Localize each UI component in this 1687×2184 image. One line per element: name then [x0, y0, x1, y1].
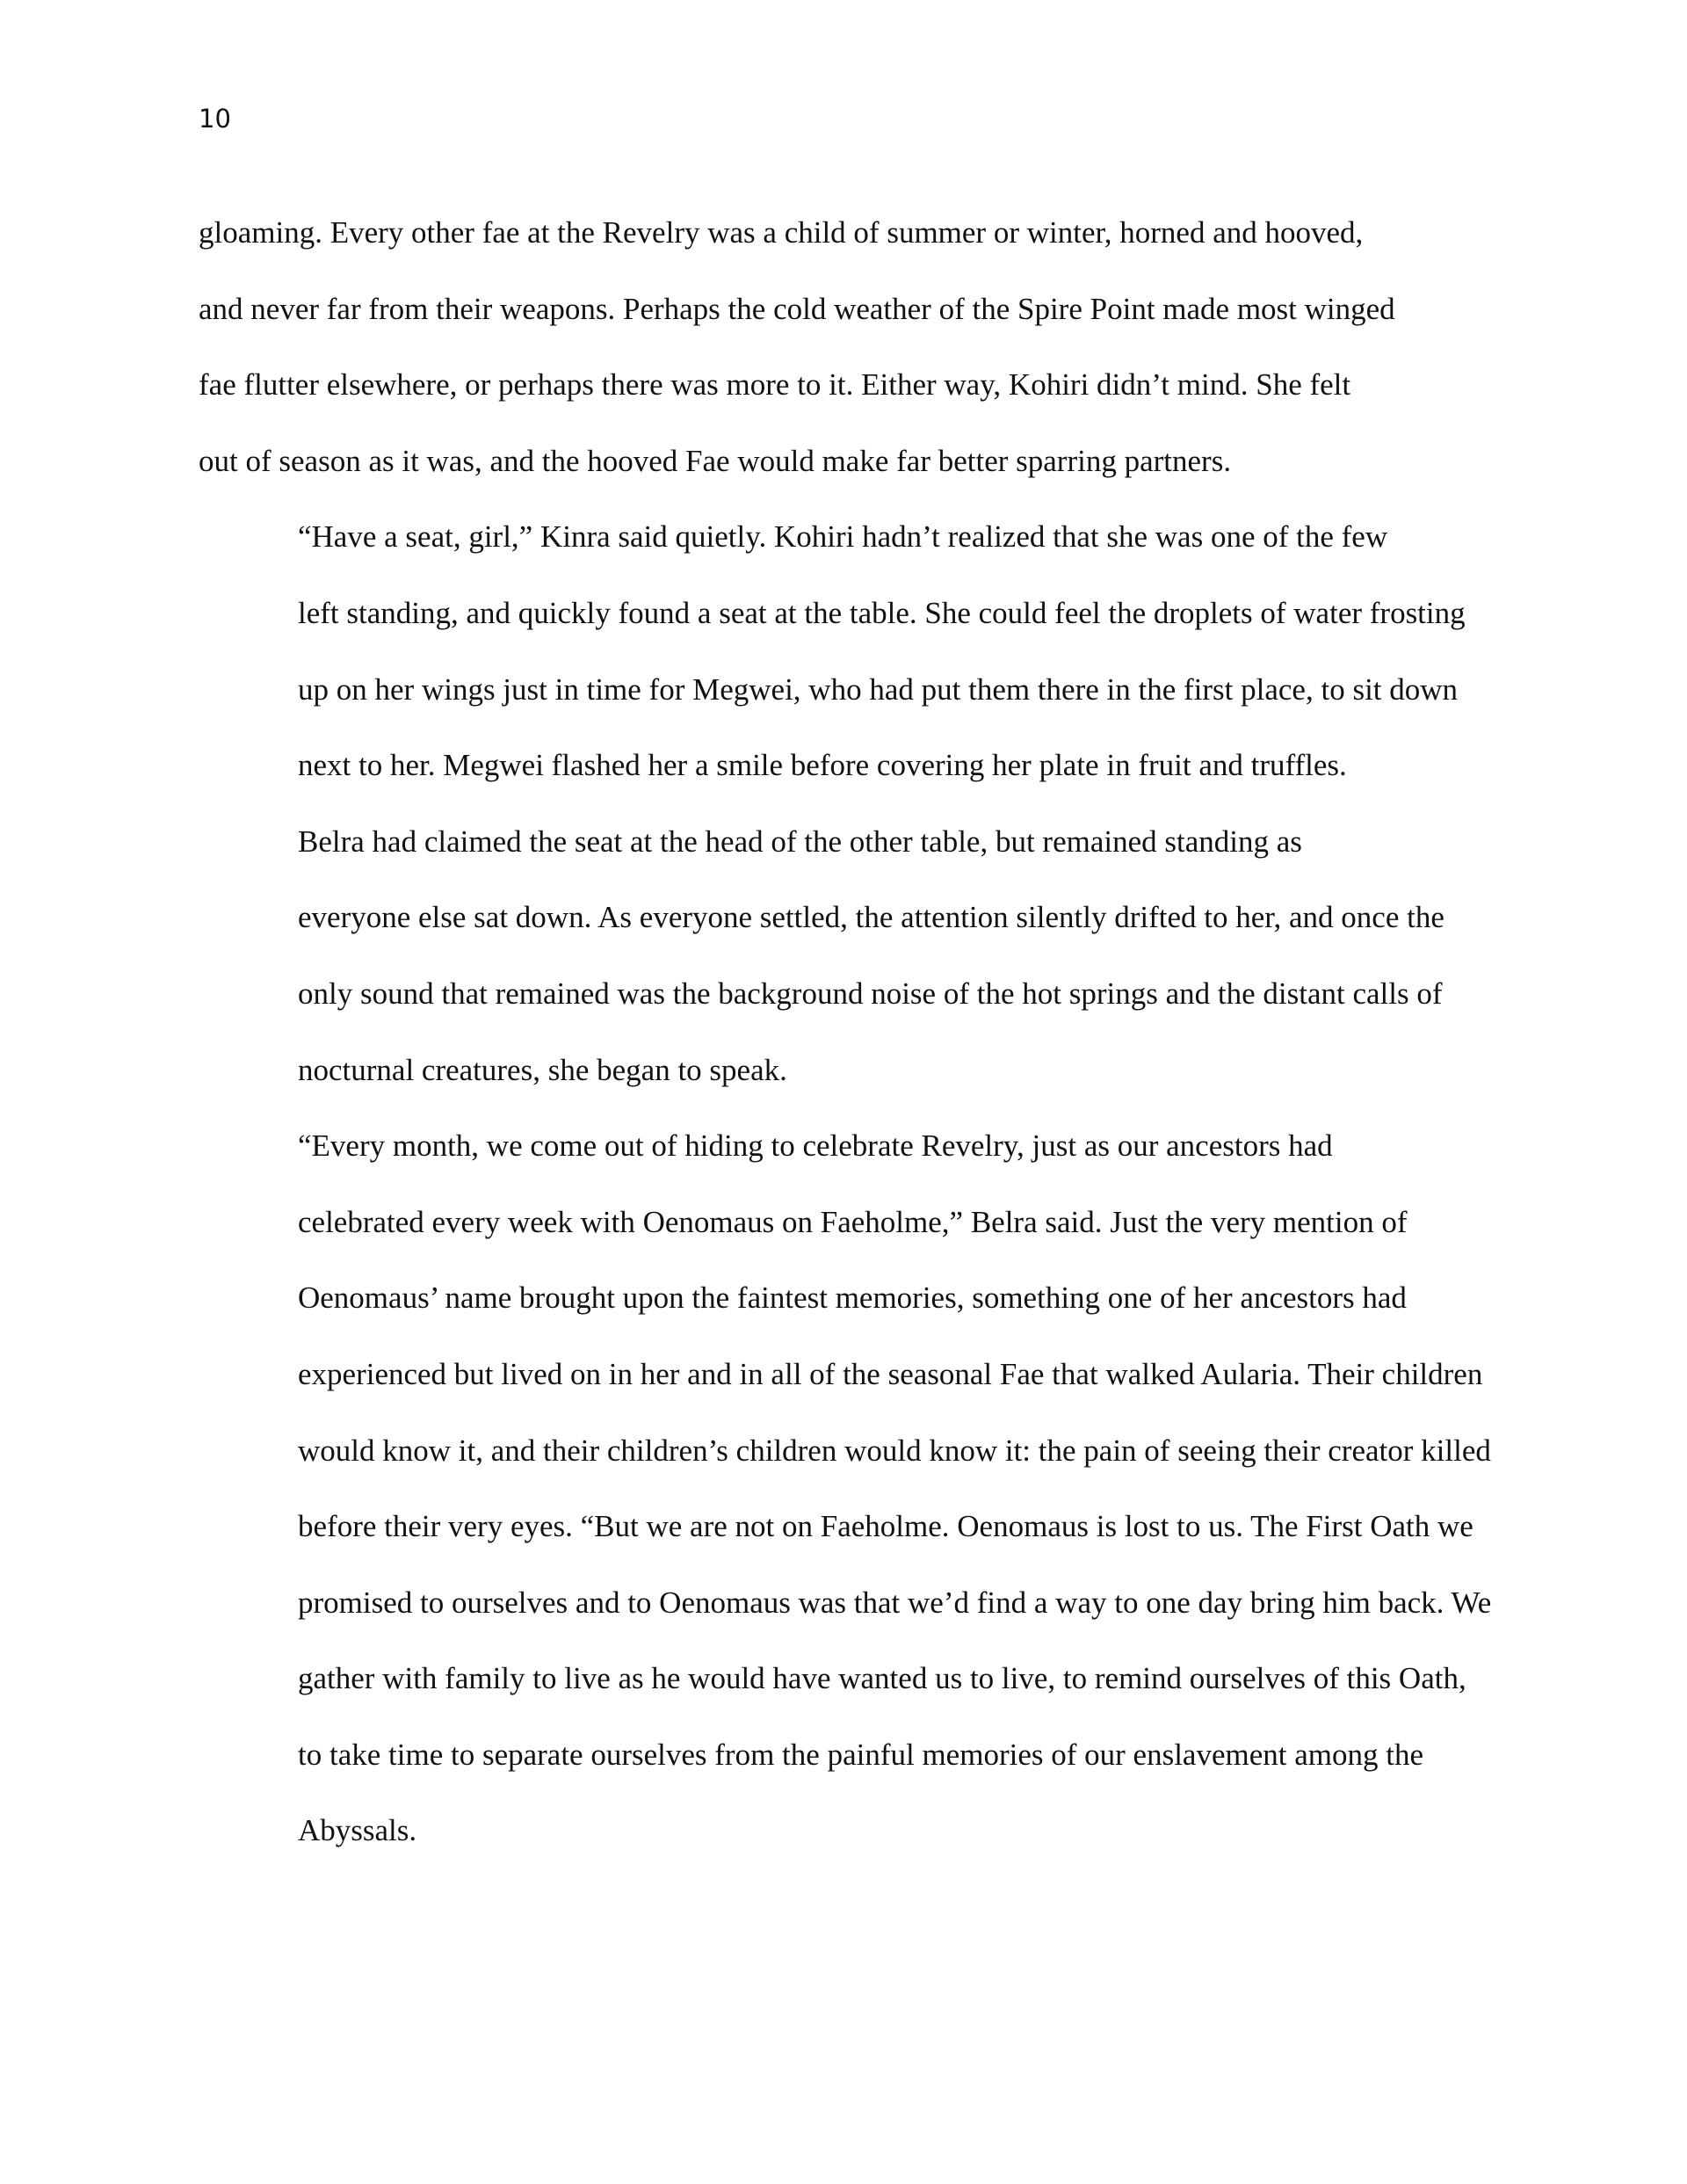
text-line: promised to ourselves and to Oenomaus was that we’d find a way to one day bring him back. We [298, 1585, 1492, 1620]
text-line: experienced but lived on in her and in all of the seasonal Fae that walked Aularia. Their children [298, 1356, 1483, 1391]
paragraph-2 [199, 499, 1495, 803]
text-line: gather with family to live as he would have wanted us to live, to remind ourselves of this Oath, [298, 1661, 1466, 1696]
paragraph-3 [199, 804, 1495, 1108]
text-line: fae flutter elsewhere, or perhaps there was more to it. Either way, Kohiri didn’t mind. She felt [199, 367, 1351, 403]
text-line: next to her. Megwei flashed her a smile before covering her plate in fruit and truffles. [298, 748, 1347, 783]
body-text [199, 195, 1495, 1869]
text-line: “Every month, we come out of hiding to celebrate Revelry, just as our ancestors had [298, 1128, 1333, 1164]
text-line: before their very eyes. “But we are not on Faeholme. Oenomaus is lost to us. The First Oath we [298, 1509, 1473, 1544]
text-line: only sound that remained was the background noise of the hot springs and the distant calls of [298, 976, 1443, 1011]
text-line: nocturnal creatures, she began to speak. [298, 1052, 787, 1087]
text-line: everyone else sat down. As everyone settled, the attention silently drifted to her, and once the [298, 900, 1444, 935]
paragraph-4 [199, 1108, 1495, 1869]
text-line: up on her wings just in time for Megwei, who had put them there in the first place, to sit down [298, 671, 1459, 707]
text-line: Abyssals. [298, 1813, 417, 1848]
page-number: 10 [199, 104, 231, 134]
text-line: Oenomaus’ name brought upon the faintest memories, something one of her ancestors had [298, 1281, 1407, 1316]
text-line: gloaming. Every other fae at the Revelry was a child of summer or winter, horned and hooved, [199, 215, 1364, 250]
text-line: would know it, and their children’s children would know it: the pain of seeing their creator killed [298, 1433, 1491, 1468]
text-line: Belra had claimed the seat at the head of the other table, but remained standing as [298, 824, 1302, 859]
text-line: out of season as it was, and the hooved Fae would make far better sparring partners. [199, 443, 1232, 478]
paragraph-1 [199, 195, 1495, 499]
text-line: left standing, and quickly found a seat at the table. She could feel the droplets of water frosting [298, 595, 1466, 630]
text-line: celebrated every week with Oenomaus on Faeholme,” Belra said. Just the very mention of [298, 1204, 1408, 1239]
text-line: and never far from their weapons. Perhaps the cold weather of the Spire Point made most winged [199, 291, 1395, 326]
text-line: to take time to separate ourselves from the painful memories of our enslavement among the [298, 1737, 1423, 1772]
text-line: “Have a seat, girl,” Kinra said quietly. Kohiri hadn’t realized that she was one of the few [298, 519, 1388, 555]
